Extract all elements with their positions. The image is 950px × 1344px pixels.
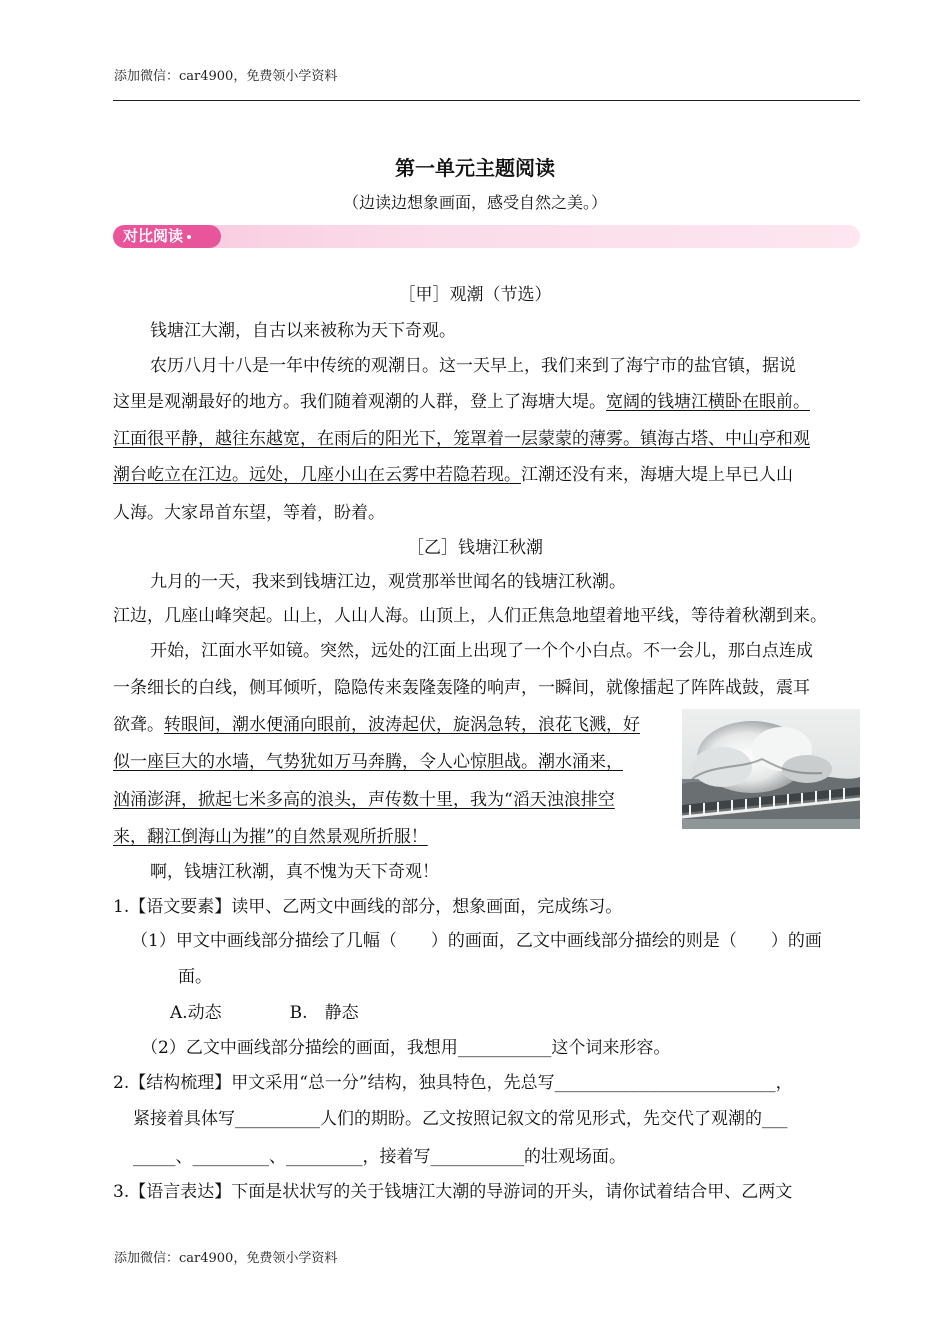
- section-banner-tag: [113, 225, 221, 248]
- passage-a-p1: 钱塘江大潮，自古以来被称为天下奇观。: [150, 321, 456, 341]
- passage-a-underlined-text: 潮台屹立在江边。远处，几座小山在云雾中若隐若现。: [113, 465, 521, 485]
- passage-b-p2: 江边，几座山峰突起。山上，人山人海。山顶上，人们正焦急地望着地平线，等待着秋潮到来。: [113, 606, 827, 626]
- passage-b-p3-line5: 汹涌澎湃，掀起七米多高的浪头，声传数十里，我为“滔天浊浪排空: [113, 790, 615, 810]
- passage-b-p3-line1: 开始，江面水平如镜。突然，远处的江面上出现了一个个小白点。不一会儿，那白点连成: [150, 641, 813, 661]
- passage-a-heading: ［甲］观潮（节选）: [398, 285, 552, 305]
- passage-b-p3-line2: 一条细长的白线，侧耳倾听，隐隐传来轰隆轰隆的响声，一瞬间，就像擂起了阵阵战鼓，震耳: [113, 678, 810, 698]
- passage-b-heading: ［乙］钱塘江秋潮: [407, 538, 543, 558]
- passage-a-p2-line4: [113, 465, 793, 485]
- question-1-1-line2: 面。: [178, 967, 212, 987]
- passage-b-p3-line3: [113, 715, 640, 735]
- question-1-options: A.动态 B. 静态: [170, 1003, 359, 1023]
- tidal-bore-photo-illustration: [682, 709, 860, 829]
- question-1: 1.【语文要素】读甲、乙两文中画线的部分，想象画面，完成练习。: [113, 897, 623, 917]
- question-2-line2: 紧接着具体写__________人们的期盼。乙文按照记叙文的常见形式，先交代了观潮的___: [133, 1109, 788, 1129]
- tidal-bore-photo: [682, 709, 860, 829]
- passage-a-underlined-text: 宽阔的钱塘江横卧在眼前。: [606, 392, 810, 412]
- passage-a-p2-line1: 农历八月十八是一年中传统的观潮日。这一天早上，我们来到了海宁市的盐官镇，据说: [150, 356, 796, 376]
- page-footer: 添加微信：car4900，免费领小学资料: [114, 1251, 338, 1266]
- passage-b-p4: 啊，钱塘江秋潮，真不愧为天下奇观！: [150, 862, 439, 882]
- passage-a-p2-line2: [113, 392, 810, 412]
- passage-b-p1: 九月的一天，我来到钱塘江边，观赏那举世闻名的钱塘江秋潮。: [150, 572, 626, 592]
- passage-a-text: 江潮还没有来，海塘大堤上早已人山: [521, 465, 793, 485]
- page-title: 第一单元主题阅读: [395, 156, 555, 180]
- header-rule: [113, 100, 860, 101]
- question-1-1-line1: （1）甲文中画线部分描绘了几幅（ ）的画面，乙文中画线部分描绘的则是（ ）的画: [131, 931, 822, 951]
- page-header: 添加微信：car4900，免费领小学资料: [114, 69, 338, 84]
- page-subtitle: （边读边想象画面，感受自然之美。）: [342, 193, 607, 212]
- question-2-line1: 2.【结构梳理】甲文采用“总一分”结构，独具特色，先总写__________________________，: [113, 1073, 793, 1093]
- passage-a-text: 这里是观潮最好的地方。我们随着观潮的人群，登上了海塘大堤。: [113, 392, 606, 412]
- passage-b-p3-line6: 来，翻江倒海山为摧”的自然景观所折服！: [113, 827, 428, 847]
- passage-a-p2-line3: 江面很平静，越往东越宽，在雨后的阳光下，笼罩着一层蒙蒙的薄雾。镇海古塔、中山亭和观: [113, 429, 810, 449]
- banner-dot-icon: [187, 235, 191, 239]
- question-3: 3.【语言表达】下面是状状写的关于钱塘江大潮的导游词的开头，请你试着结合甲、乙两文: [113, 1182, 793, 1202]
- question-1-2: （2）乙文中画线部分描绘的画面，我想用___________这个词来形容。: [141, 1038, 671, 1058]
- section-banner-label: 对比阅读: [123, 227, 184, 245]
- passage-b-p3-line4: 似一座巨大的水墙，气势犹如万马奔腾，令人心惊胆战。潮水涌来，: [113, 752, 623, 772]
- passage-b-text: 欲聋。: [113, 715, 164, 735]
- passage-a-p2-line5: 人海。大家昂首东望，等着，盼着。: [113, 503, 385, 523]
- question-2-line3: _____、_________、_________，接着写___________的壮观场面。: [133, 1147, 626, 1167]
- passage-b-underlined-text: 转眼间，潮水便涌向眼前，波涛起伏，旋涡急转，浪花飞溅，好: [164, 715, 640, 735]
- section-banner: [113, 225, 860, 248]
